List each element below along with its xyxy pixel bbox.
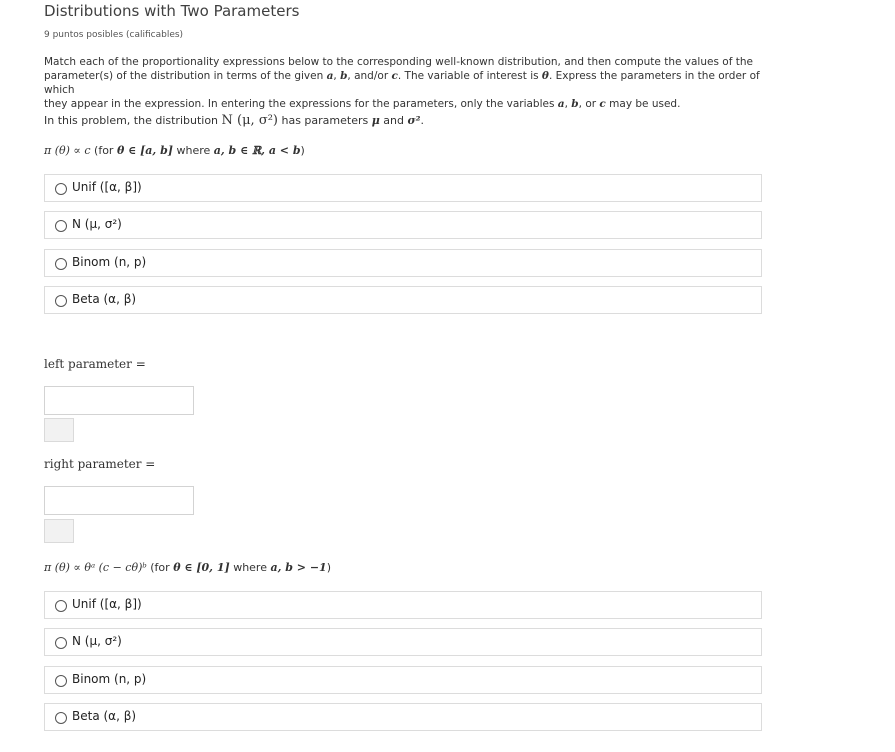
radio-icon[interactable] <box>55 220 67 232</box>
p2-option-normal[interactable] <box>44 628 762 656</box>
left-parameter-input[interactable] <box>44 386 194 415</box>
p2-option-binom[interactable] <box>44 666 762 694</box>
p1-option-normal[interactable] <box>44 211 762 239</box>
var-b: b <box>340 70 348 82</box>
var-a: a <box>326 70 334 82</box>
p1-text3: ) <box>300 144 305 157</box>
note-and: and <box>379 114 408 127</box>
radio-icon[interactable] <box>55 637 67 649</box>
right-parameter-preview-button[interactable] <box>44 519 74 543</box>
p2-cond: a, b > −1 <box>270 561 327 574</box>
instructions-line-3b: , or <box>578 98 600 110</box>
instructions-line-2c: . The variable of interest is <box>397 70 542 82</box>
p2-text2: where <box>229 561 271 574</box>
var-b-2: b <box>571 98 579 110</box>
p2-expr: π (θ) ∝ θᵃ (c − cθ)ᵇ <box>44 561 147 574</box>
p1-option-binom-label: Binom (n, p) <box>72 255 147 269</box>
p2-option-normal-label: N (μ, σ²) <box>72 634 122 648</box>
separator: , <box>333 70 341 82</box>
p2-domain: θ ∈ [0, 1] <box>173 561 230 574</box>
instructions-line-3c: may be used. <box>605 98 681 110</box>
distribution-note <box>44 113 424 128</box>
instructions-line-1: Match each of the proportionality expressions below to the corresponding well-known distribution, and then compute the values of the <box>44 56 753 68</box>
p2-text1: (for <box>146 561 174 574</box>
p1-domain: θ ∈ [a, b] <box>116 144 173 157</box>
p1-text2: where <box>172 144 214 157</box>
var-c: c <box>391 70 398 82</box>
var-theta: θ <box>541 70 549 82</box>
instructions <box>44 55 764 111</box>
p1-option-beta-label: Beta (α, β) <box>72 292 137 306</box>
note-prefix: In this problem, the distribution <box>44 114 222 127</box>
radio-icon[interactable] <box>55 675 67 687</box>
left-parameter-label: left parameter = <box>44 357 146 371</box>
radio-icon[interactable] <box>55 712 67 724</box>
p2-option-beta[interactable] <box>44 703 762 731</box>
p1-option-binom[interactable] <box>44 249 762 277</box>
p2-option-unif[interactable] <box>44 591 762 619</box>
right-parameter-input[interactable] <box>44 486 194 515</box>
note-end: . <box>420 114 424 127</box>
left-parameter-preview-button[interactable] <box>44 418 74 442</box>
separator-2: , <box>564 98 572 110</box>
instructions-line-2d: . Express the parameters in the order of which <box>44 70 760 96</box>
problem-1-expression <box>44 144 305 157</box>
p2-option-beta-label: Beta (α, β) <box>72 709 137 723</box>
p2-text3: ) <box>326 561 332 574</box>
radio-icon[interactable] <box>55 183 67 195</box>
note-sigma: σ² <box>407 114 421 127</box>
note-mid: has parameters <box>277 114 372 127</box>
p1-expr: π (θ) ∝ c <box>44 144 91 157</box>
note-dist: N (μ, σ²) <box>221 113 278 128</box>
instructions-line-3a: they appear in the expression. In entering the expressions for the parameters, only the variables <box>44 98 558 110</box>
radio-icon[interactable] <box>55 295 67 307</box>
right-parameter-label: right parameter = <box>44 457 156 471</box>
p1-text1: (for <box>90 144 117 157</box>
p2-option-unif-label: Unif ([α, β]) <box>72 597 142 611</box>
p1-option-unif-label: Unif ([α, β]) <box>72 180 142 194</box>
points-label: 9 puntos posibles (calificables) <box>44 30 184 40</box>
note-mu: μ <box>371 114 380 127</box>
radio-icon[interactable] <box>55 258 67 270</box>
instructions-line-2a: parameter(s) of the distribution in terms of the given <box>44 70 327 82</box>
p1-option-normal-label: N (μ, σ²) <box>72 217 122 231</box>
var-c-2: c <box>599 98 606 110</box>
instructions-line-2b: , and/or <box>347 70 392 82</box>
p2-option-binom-label: Binom (n, p) <box>72 672 147 686</box>
p1-cond: a, b ∈ ℝ, a < b <box>213 144 301 157</box>
var-a-2: a <box>557 98 565 110</box>
radio-icon[interactable] <box>55 600 67 612</box>
page-title: Distributions with Two Parameters <box>44 2 300 20</box>
p1-option-unif[interactable] <box>44 174 762 202</box>
problem-2-expression <box>44 561 331 574</box>
p1-option-beta[interactable] <box>44 286 762 314</box>
